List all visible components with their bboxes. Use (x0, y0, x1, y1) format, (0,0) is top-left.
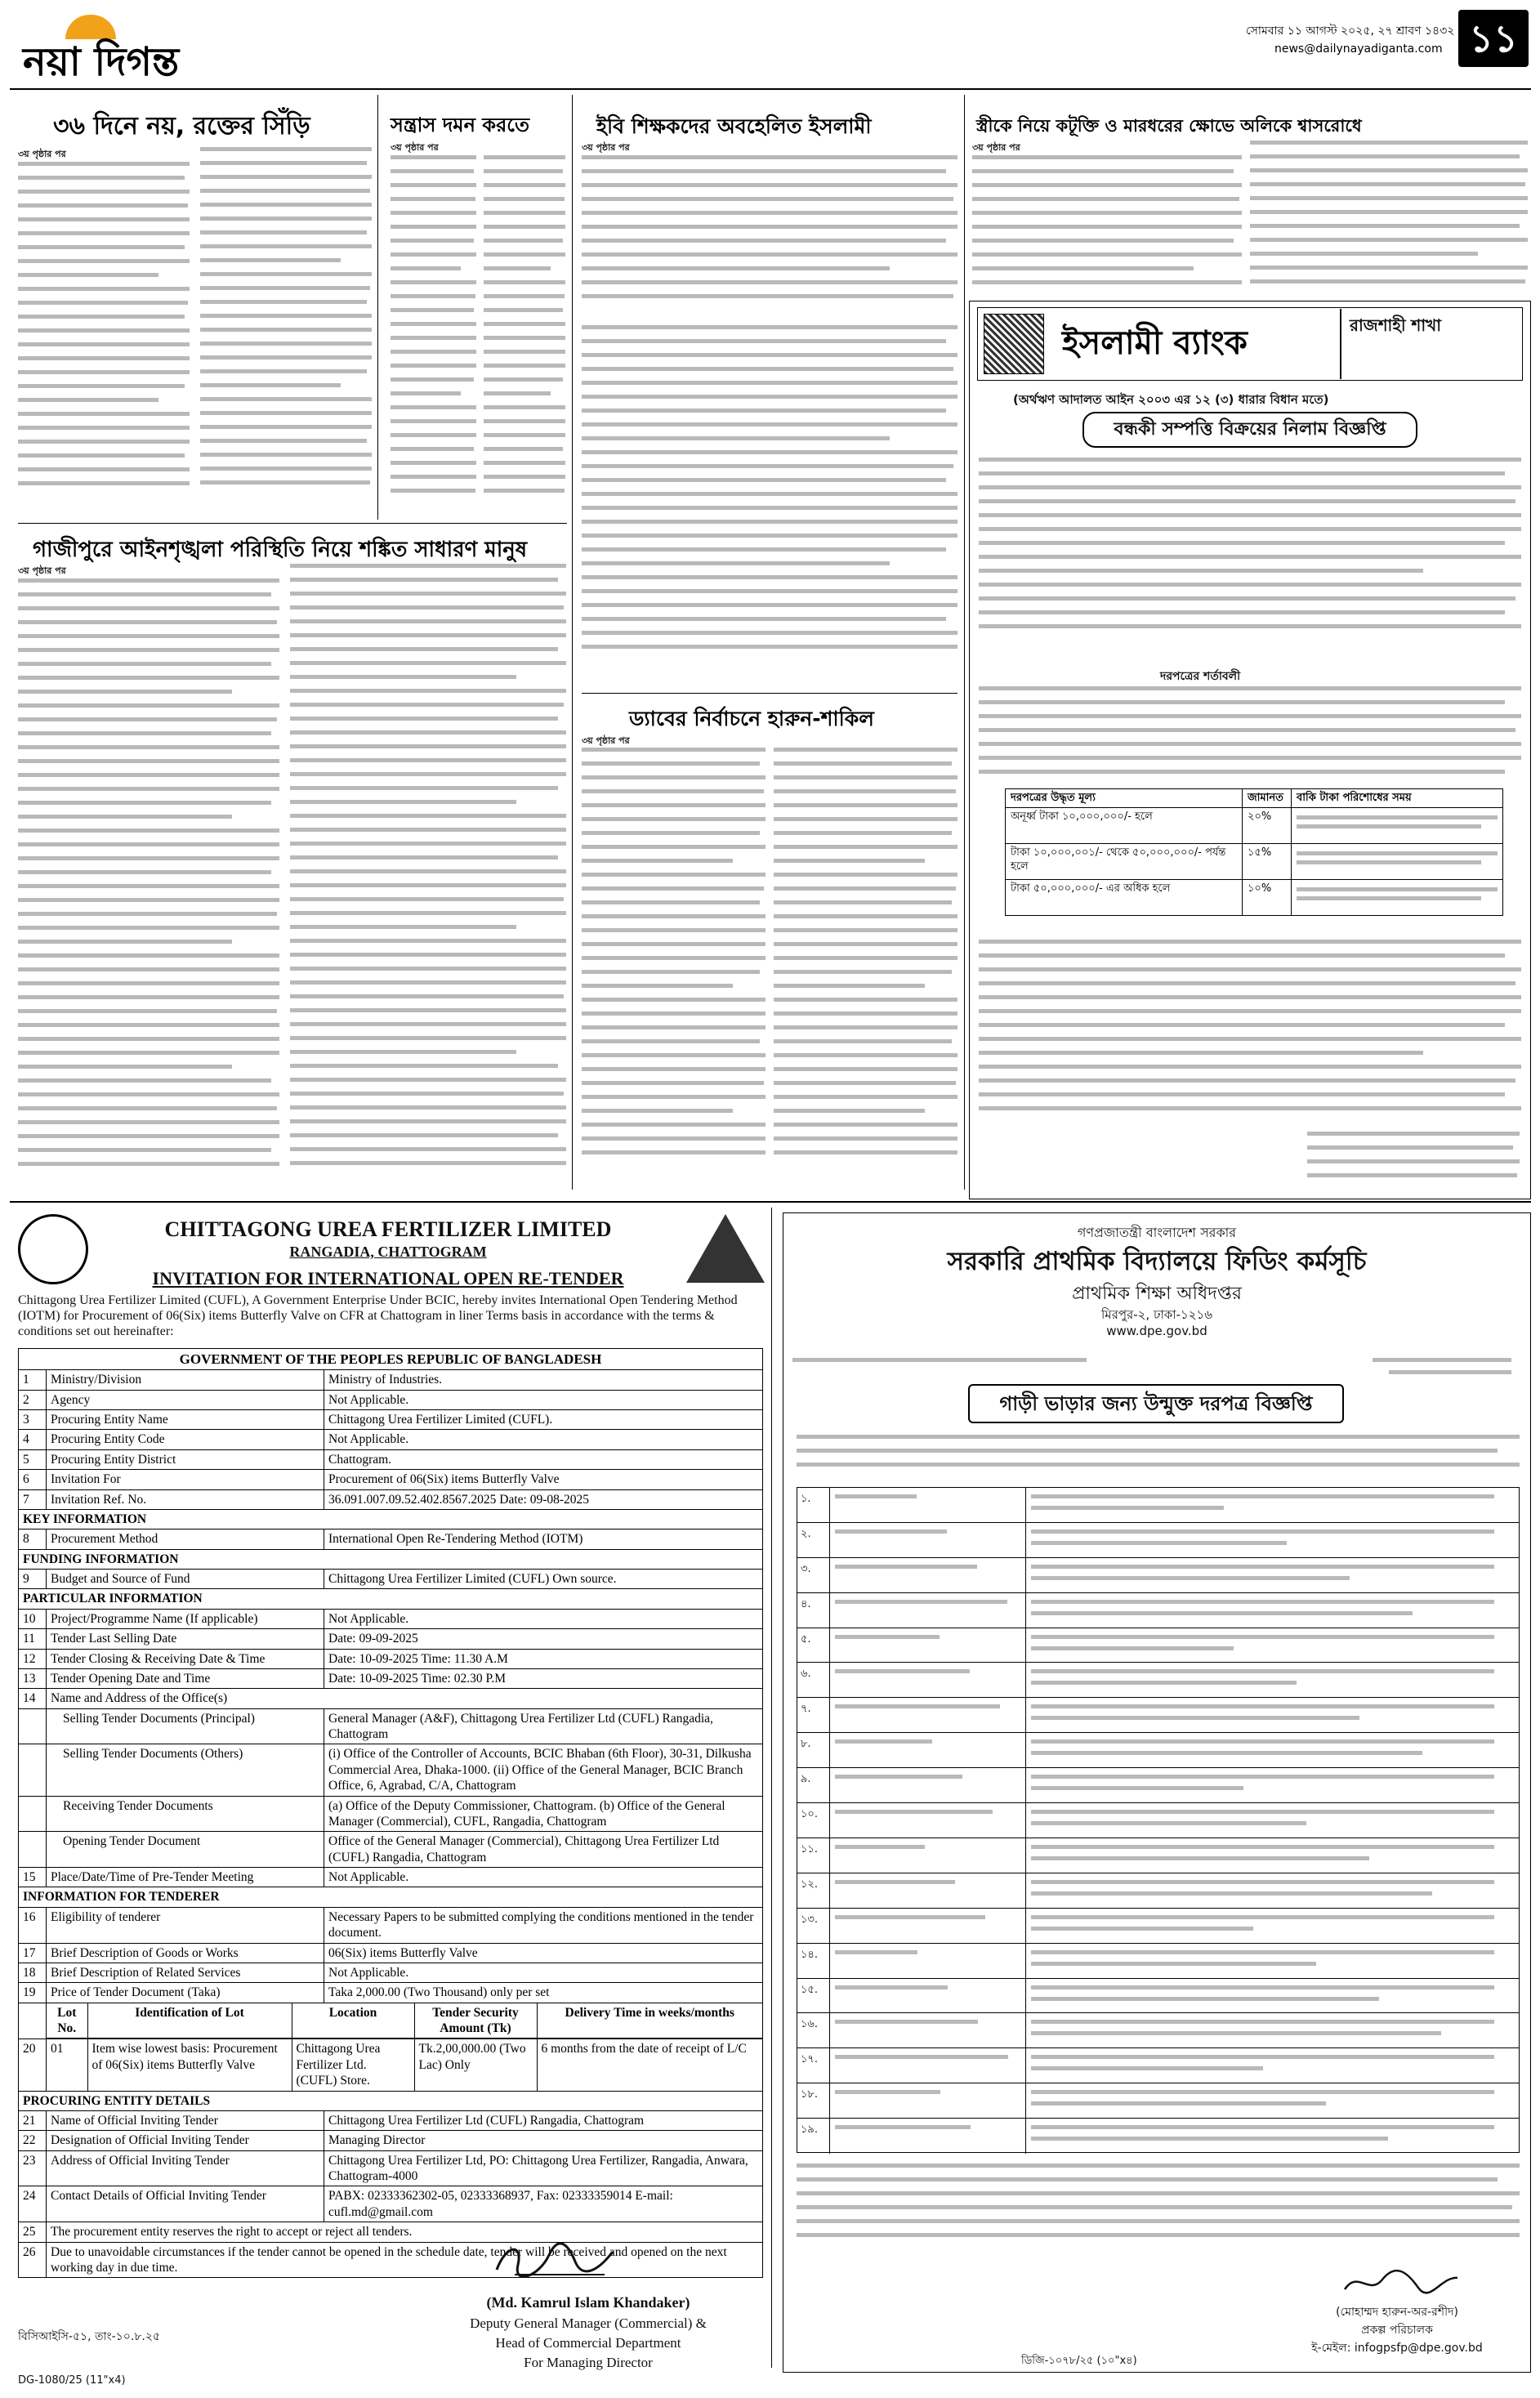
school-table-row-number: ৩. (797, 1558, 830, 1592)
table-cell: Chittagong Urea Fertilizer Ltd (CUFL) Rangadia, Chattogram (324, 2110, 763, 2130)
bank-signature-block (1307, 1132, 1520, 1189)
cufl-tender-table (18, 1348, 763, 2278)
table-cell: Name and Address of the Office(s) (47, 1689, 763, 1708)
table-cell: Due to unavoidable circumstances if the tender cannot be opened in the schedule date, tender will be received and opened on the next working day in due time. (47, 2242, 763, 2278)
lot-head: Tender Security Amount (Tk) (414, 2003, 537, 2039)
table-section-heading: GOVERNMENT OF THE PEOPLES REPUBLIC OF BANGLADESH (19, 1349, 763, 1370)
school-table-row-number: ১৭. (797, 2048, 830, 2083)
table-cell: 17 (19, 1943, 47, 1963)
article-1-col1-text (18, 162, 190, 513)
school-signer-name: (মোহাম্মদ হারুন-অর-রশীদ) (1336, 2306, 1458, 2319)
school-address: মিরপুর-২, ঢাকা-১২১৬ (1100, 1307, 1213, 1322)
table-cell: 10 (19, 1609, 47, 1628)
bank-rules-text (979, 940, 1521, 1128)
lot-row-table (47, 2039, 762, 2090)
table-cell: Procuring Entity District (47, 1449, 324, 1469)
school-table-row-number: ১১. (797, 1838, 830, 1873)
article-6-continued: ৩য় পৃষ্ঠার পর (582, 735, 630, 746)
school-table-row (797, 1909, 1519, 1944)
bank-logo-icon (984, 314, 1044, 374)
article-3-continued: ৩য় পৃষ্ঠার পর (582, 142, 630, 153)
lot-table (47, 2003, 762, 2039)
bank-conditions-text (979, 686, 1521, 784)
school-table-row (797, 2048, 1519, 2083)
table-cell: Tender Closing & Receiving Date & Time (47, 1649, 324, 1668)
school-table-row-number: ৬. (797, 1663, 830, 1697)
table-cell: The procurement entity reserves the right to accept or reject all tenders. (47, 2222, 763, 2242)
table-cell: Chattogram. (324, 1449, 763, 1469)
table-cell: Brief Description of Goods or Works (47, 1943, 324, 1963)
table-cell: PABX: 02333362302-05, 02333368937, Fax: 02333359014 E-mail: cufl.md@gmail.com (324, 2186, 763, 2222)
school-table-row-number: ১৪. (797, 1944, 830, 1978)
table-cell: 16 (19, 1907, 47, 1943)
table-cell: Project/Programme Name (If applicable) (47, 1609, 324, 1628)
school-table-row-number: ৭. (797, 1698, 830, 1732)
table-cell: (a) Office of the Deputy Commissioner, Chattogram. (b) Office of the General Manager (Commercial), CUFL, Rangadia, Chattogram (324, 1796, 763, 1832)
school-table-row (797, 1733, 1519, 1768)
school-table-row (797, 1838, 1519, 1873)
lot-head: Identification of Lot (87, 2003, 292, 2039)
table-section-heading: PROCURING ENTITY DETAILS (19, 2091, 763, 2110)
table-cell: Chittagong Urea Fertilizer Limited (CUFL) Own source. (324, 1570, 763, 1589)
table-cell: Necessary Papers to be submitted complying the conditions mentioned in the tender document. (324, 1907, 763, 1943)
school-table-row (797, 1523, 1519, 1558)
cufl-org-sub: RANGADIA, CHATTOGRAM (289, 1244, 487, 1260)
bank-branch-name: রাজশাহী শাখা (1350, 315, 1442, 335)
table-section-heading: PARTICULAR INFORMATION (19, 1589, 763, 1609)
table-cell: Selling Tender Documents (Others) (47, 1744, 324, 1796)
school-table-row (797, 1803, 1519, 1838)
table-cell: 6 (19, 1470, 47, 1489)
table-cell: Procuring Entity Code (47, 1430, 324, 1449)
table-cell: Price of Tender Document (Taka) (47, 1983, 324, 2003)
table-cell: 18 (19, 1963, 47, 1982)
table-cell: 24 (19, 2186, 47, 2222)
article-1-col2-text (200, 147, 372, 515)
bank-table-cell (1292, 880, 1503, 916)
article-4-text-b (1250, 141, 1528, 294)
bank-table-cell: ২০% (1243, 808, 1292, 844)
page-number: ১১ (1458, 10, 1529, 67)
school-table-row-number: ১. (797, 1488, 830, 1522)
school-table-row (797, 2119, 1519, 2154)
school-table-row-number: ১৮. (797, 2083, 830, 2118)
cufl-org-name: CHITTAGONG UREA FERTILIZER LIMITED (164, 1217, 612, 1241)
bank-notice-title: বন্ধকী সম্পত্তি বিক্রয়ের নিলাম বিজ্ঞপ্তি (1082, 412, 1417, 448)
school-table-row (797, 1488, 1519, 1523)
table-cell: Not Applicable. (324, 1868, 763, 1887)
tender-signer-title-1: Deputy General Manager (Commercial) & (470, 2315, 707, 2331)
school-table-row-number: ১২. (797, 1873, 830, 1908)
school-table-row (797, 1873, 1519, 1909)
table-cell: Ministry/Division (47, 1370, 324, 1390)
school-notice-title: গাড়ী ভাড়ার জন্য উন্মুক্ত দরপত্র বিজ্ঞপ্তি (968, 1384, 1344, 1423)
table-cell: Chittagong Urea Fertilizer Ltd, PO: Chittagong Urea Fertilizer, Rangadia, Anwara, Chattogram-4000 (324, 2150, 763, 2186)
tender-signer-title-3: For Managing Director (524, 2355, 653, 2370)
school-table-row (797, 1944, 1519, 1979)
table-cell: Procuring Entity Name (47, 1410, 324, 1430)
school-signature-image (1340, 2266, 1462, 2298)
table-section-heading: FUNDING INFORMATION (19, 1549, 763, 1569)
school-table-row-number: ৯. (797, 1768, 830, 1802)
table-cell: Invitation Ref. No. (47, 1489, 324, 1509)
bank-notice-body (979, 458, 1521, 645)
masthead-website[interactable]: news@dailynayadiganta.com (1274, 42, 1443, 56)
table-cell: Not Applicable. (324, 1430, 763, 1449)
school-table-row-number: ২. (797, 1523, 830, 1557)
article-1-continued: ৩য় পৃষ্ঠার পর (18, 149, 66, 159)
bank-table-head-time: বাকি টাকা পরিশোধের সময় (1292, 789, 1503, 808)
table-cell: Chittagong Urea Fertilizer Limited (CUFL). (324, 1410, 763, 1430)
article-5-continued: ৩য় পৃষ্ঠার পর (18, 565, 66, 576)
lot-head: Location (292, 2003, 414, 2039)
school-table-row (797, 1628, 1519, 1663)
lot-cell: Tk.2,00,000.00 (Two Lac) Only (414, 2039, 537, 2090)
table-cell: 20 (19, 2039, 47, 2091)
table-cell: 8 (19, 1529, 47, 1549)
school-footer-text (797, 2164, 1520, 2253)
tender-dg-number: DG-1080/25 (11"x4) (18, 2374, 126, 2387)
table-cell: General Manager (A&F), Chittagong Urea Fertilizer Ltd (CUFL) Rangadia, Chattogram (324, 1708, 763, 1744)
table-cell: 11 (19, 1629, 47, 1649)
table-cell: 22 (19, 2131, 47, 2150)
table-cell: Date: 09-09-2025 (324, 1629, 763, 1649)
bank-table-cell (1292, 808, 1503, 844)
bank-table-cell (1292, 844, 1503, 880)
masthead-rule (10, 88, 1531, 90)
table-cell: 26 (19, 2242, 47, 2278)
school-table-row (797, 1768, 1519, 1803)
lot-head: Lot No. (47, 2003, 87, 2039)
table-cell: Managing Director (324, 2131, 763, 2150)
table-cell: Not Applicable. (324, 1390, 763, 1409)
article-1-title: ৩৬ দিনে নয়, রক্তের সিঁড়ি (53, 112, 310, 141)
table-cell: Tender Last Selling Date (47, 1629, 324, 1649)
article-3-text-b (582, 325, 957, 681)
table-cell: Date: 10-09-2025 Time: 11.30 A.M (324, 1649, 763, 1668)
tender-signer-title-2: Head of Commercial Department (495, 2335, 681, 2351)
newspaper-logo: নয়া দিগন্ত (23, 39, 180, 85)
tender-ref-number: বিসিআইসি-৫১, তাং-১০.৮.২৫ (18, 2330, 161, 2343)
school-table-row-number: ৪. (797, 1593, 830, 1628)
table-cell: Contact Details of Official Inviting Tender (47, 2186, 324, 2222)
article-4-text-a (972, 155, 1242, 294)
school-directorate: প্রাথমিক শিক্ষা অধিদপ্তর (1072, 1284, 1242, 1304)
table-cell: Selling Tender Documents (Principal) (47, 1708, 324, 1744)
table-cell: 21 (19, 2110, 47, 2130)
table-cell: 13 (19, 1668, 47, 1688)
table-cell: Procurement of 06(Six) items Butterfly Valve (324, 1470, 763, 1489)
table-cell: 12 (19, 1649, 47, 1668)
table-cell: Agency (47, 1390, 324, 1409)
lot-cell: Chittagong Urea Fertilizer Ltd. (CUFL) Store. (292, 2039, 414, 2090)
table-cell: Invitation For (47, 1470, 324, 1489)
bank-table-cell: অনূর্ধ্ব টাকা ১০,০০০,০০০/- হলে (1006, 808, 1243, 844)
school-program-title: সরকারি প্রাথমিক বিদ্যালয়ে ফিডিং কর্মসূচি (947, 1247, 1367, 1276)
table-cell: 2 (19, 1390, 47, 1409)
table-cell: Tender Opening Date and Time (47, 1668, 324, 1688)
table-cell: 3 (19, 1410, 47, 1430)
school-table-row-number: ১০. (797, 1803, 830, 1838)
table-cell: 14 (19, 1689, 47, 1708)
bank-legal-ref: (অর্থঋণ আদালত আইন ২০০৩ এর ১২ (৩) ধারার বিধান মতে) (1013, 392, 1329, 407)
table-cell: Date: 10-09-2025 Time: 02.30 P.M (324, 1668, 763, 1688)
table-section-heading: KEY INFORMATION (19, 1509, 763, 1529)
table-cell: Not Applicable. (324, 1963, 763, 1982)
school-table-row-number: ১৬. (797, 2013, 830, 2047)
table-cell: Receiving Tender Documents (47, 1796, 324, 1832)
lot-cell: 6 months from the date of receipt of L/C (537, 2039, 762, 2090)
table-cell: 9 (19, 1570, 47, 1589)
article-2-continued: ৩য় পৃষ্ঠার পর (391, 142, 439, 153)
table-section-heading: INFORMATION FOR TENDERER (19, 1887, 763, 1907)
table-cell: Brief Description of Related Services (47, 1963, 324, 1982)
bank-branch-box (1340, 309, 1521, 379)
table-cell: 25 (19, 2222, 47, 2242)
school-table-row (797, 1979, 1519, 2014)
bank-table-cell: ১৫% (1243, 844, 1292, 880)
bank-table-cell: টাকা ১০,০০০,০০১/- থেকে ৫০,০০০,০০০/- পর্যন্ত হলে (1006, 844, 1243, 880)
article-2-text-a (391, 155, 476, 519)
article-5-text-b (290, 564, 566, 1191)
cufl-logo-right-icon (686, 1214, 765, 1283)
table-cell: 19 (19, 1983, 47, 2003)
article-2-title: সন্ত্রাস দমন করতে (391, 114, 529, 136)
school-dg-number: ডিজি-১০৭৮/২৫ (১০"x৪) (1021, 2355, 1137, 2367)
school-table-row-number: ৮. (797, 1733, 830, 1767)
bank-table-cell: ১০% (1243, 880, 1292, 916)
masthead-date: সোমবার ১১ আগস্ট ২০২৫, ২৭ শ্রাবণ ১৪৩২ (1246, 25, 1455, 38)
school-signer-role: প্রকল্প পরিচালক (1361, 2324, 1433, 2337)
article-3-text-a (582, 155, 957, 319)
school-table-row-number: ১৯. (797, 2119, 830, 2154)
school-memo-line (792, 1353, 1520, 1378)
school-gov-heading: গণপ্রজাতন্ত্রী বাংলাদেশ সরকার (1077, 1225, 1237, 1240)
lot-head: Delivery Time in weeks/months (537, 2003, 762, 2039)
lot-cell: 01 (47, 2039, 87, 2090)
table-cell: Address of Official Inviting Tender (47, 2150, 324, 2186)
table-cell: 4 (19, 1430, 47, 1449)
article-6-text-b (774, 748, 957, 1181)
article-5-title: গাজীপুরে আইনশৃঙ্খলা পরিস্থিতি নিয়ে শঙ্কিত সাধারণ মানুষ (33, 538, 528, 562)
table-cell: 15 (19, 1868, 47, 1887)
school-table-row (797, 1593, 1519, 1628)
article-2-text-b (484, 155, 565, 519)
table-cell: Designation of Official Inviting Tender (47, 2131, 324, 2150)
table-cell: Name of Official Inviting Tender (47, 2110, 324, 2130)
table-cell: 23 (19, 2150, 47, 2186)
bank-table-head-deposit: জামানত (1243, 789, 1292, 808)
lot-cell: Item wise lowest basis: Procurement of 06(Six) items Butterfly Valve (87, 2039, 292, 2090)
table-cell: 36.091.007.09.52.402.8567.2025 Date: 09-08-2025 (324, 1489, 763, 1509)
cufl-tender-heading: INVITATION FOR INTERNATIONAL OPEN RE-TENDER (152, 1268, 624, 1288)
school-table-row (797, 2013, 1519, 2048)
school-table-row-number: ১৩. (797, 1909, 830, 1943)
table-cell: Place/Date/Time of Pre-Tender Meeting (47, 1868, 324, 1887)
cufl-logo-left-icon (18, 1214, 88, 1284)
signature-image (490, 2237, 629, 2283)
article-5-text-a (18, 578, 279, 1191)
table-cell: Budget and Source of Fund (47, 1570, 324, 1589)
school-table-row (797, 1663, 1519, 1698)
table-cell: Taka 2,000.00 (Two Thousand) only per set (324, 1983, 763, 2003)
bank-table-head-price: দরপত্রের উদ্ধৃত মূল্য (1006, 789, 1243, 808)
cufl-tender-intro: Chittagong Urea Fertilizer Limited (CUFL), A Government Enterprise Under BCIC, hereby invites International Open Tendering Method (IOTM) for Procurement of 06(Six) items Butterfly Valve on CFR at Chattogram in liner Terms basis in accordance with the terms & conditions set out hereinafter: (18, 1293, 738, 1339)
table-cell: 1 (19, 1370, 47, 1390)
table-cell: Not Applicable. (324, 1609, 763, 1628)
bank-table-cell: টাকা ৫০,০০০,০০০/- এর অধিক হলে (1006, 880, 1243, 916)
school-email[interactable]: ই-মেইল: infogpsfp@dpe.gov.bd (1311, 2342, 1483, 2355)
table-cell: Office of the General Manager (Commercial), Chittagong Urea Fertilizer Ltd (CUFL) Rangadia, Chattogram (324, 1832, 763, 1868)
article-6-title: ড্যাবের নির্বাচনে হারুন-শাকিল (629, 707, 874, 730)
bank-deposit-table (1005, 788, 1503, 916)
bank-schedule-title: দরপত্রের শর্তাবলী (1160, 670, 1241, 683)
table-cell: 7 (19, 1489, 47, 1509)
school-table-row-number: ৫. (797, 1628, 830, 1663)
article-4-continued: ৩য় পৃষ্ঠার পর (972, 142, 1020, 153)
article-4-title: স্ত্রীকে নিয়ে কটূক্তি ও মারধরের ক্ষোভে অলিকে শ্বাসরোধে (976, 116, 1362, 136)
table-cell: International Open Re-Tendering Method (IOTM) (324, 1529, 763, 1549)
article-6-text-a (582, 748, 766, 1181)
school-table-row (797, 1698, 1519, 1733)
school-notice-intro (797, 1435, 1520, 1484)
tender-signer-name: (Md. Kamrul Islam Khandaker) (486, 2294, 690, 2311)
table-cell: (i) Office of the Controller of Accounts, BCIC Bhaban (6th Floor), 30-31, Dilkusha Commercial Area, Dhaka-1000. (ii) Office of the General Manager, BCIC Branch Office, 6, Agrabad, C/A, Chattogram (324, 1744, 763, 1796)
table-cell: Opening Tender Document (47, 1832, 324, 1868)
table-cell: 06(Six) items Butterfly Valve (324, 1943, 763, 1963)
school-table-row-number: ১৫. (797, 1979, 830, 2013)
school-website[interactable]: www.dpe.gov.bd (1106, 1324, 1207, 1338)
school-table-row (797, 1558, 1519, 1593)
school-notice-table (797, 1487, 1520, 2153)
school-table-row (797, 2083, 1519, 2119)
table-cell: Procurement Method (47, 1529, 324, 1549)
table-cell: 5 (19, 1449, 47, 1469)
bank-name: ইসলামী ব্যাংক (1062, 324, 1248, 362)
table-cell: Eligibility of tenderer (47, 1907, 324, 1943)
table-cell: Ministry of Industries. (324, 1370, 763, 1390)
article-3-title: ইবি শিক্ষকদের অবহেলিত ইসলামী (596, 114, 872, 138)
